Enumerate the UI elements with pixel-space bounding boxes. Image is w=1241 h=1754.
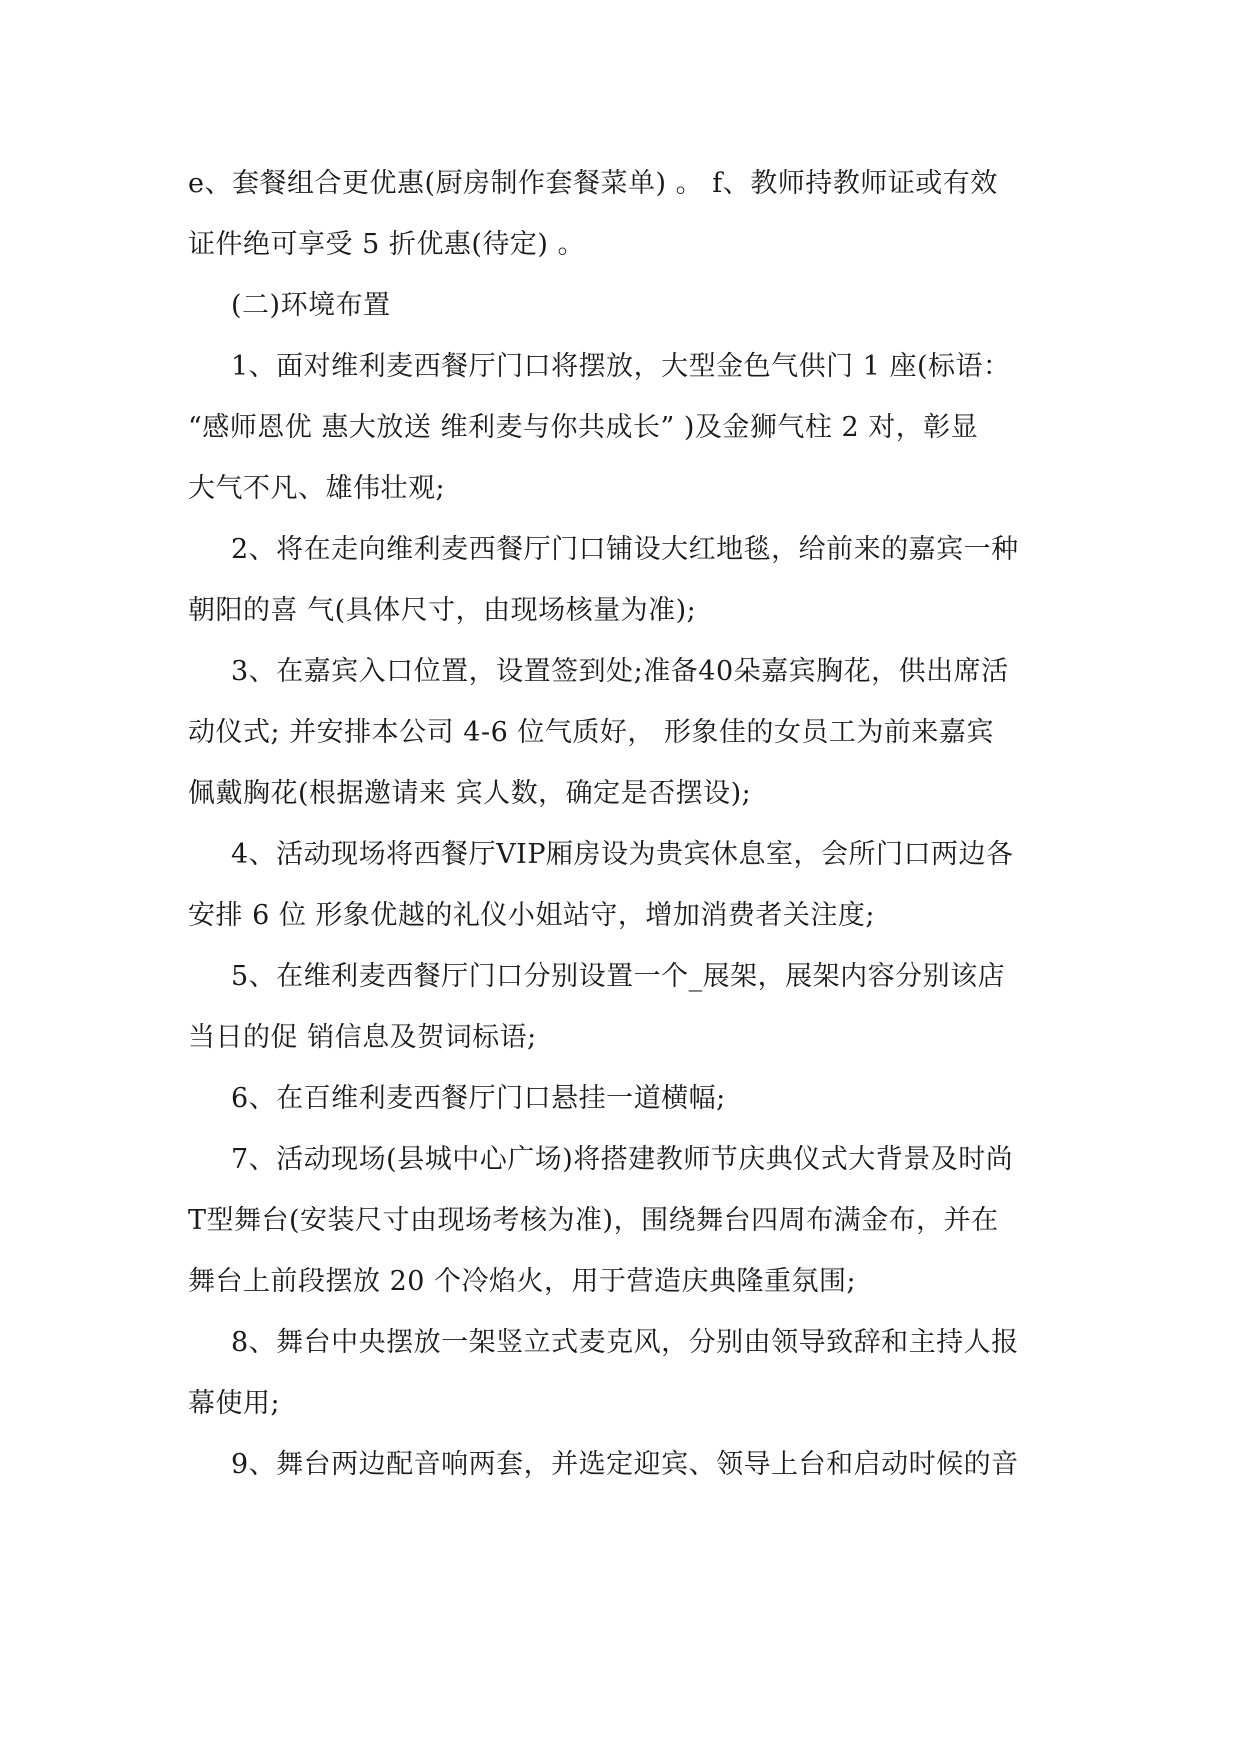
text-line: 动仪式; 并安排本公司 4-6 位气质好， 形象佳的女员工为前来嘉宾	[188, 717, 994, 748]
document-body	[188, 153, 1068, 1495]
text-line: 幕使用;	[188, 1388, 281, 1419]
text-line: 2、将在走向维利麦西餐厅门口铺设大红地毯，给前来的嘉宾一种	[231, 534, 1019, 565]
text-line: 安排 6 位 形象优越的礼仪小姐站守，增加消费者关注度;	[188, 900, 876, 931]
text-line: e、套餐组合更优惠(厨房制作套餐菜单) 。 f、教师持教师证或有效	[188, 168, 998, 199]
text-line: 5、在维利麦西餐厅门口分别设置一个_展架，展架内容分别该店	[231, 961, 1006, 992]
text-line: 6、在百维利麦西餐厅门口悬挂一道横幅;	[231, 1083, 726, 1114]
text-line: 舞台上前段摆放 20 个冷焰火，用于营造庆典隆重氛围;	[188, 1266, 857, 1297]
text-line: 证件绝可享受 5 折优惠(待定) 。	[188, 229, 585, 260]
text-line: “感师恩优 惠大放送 维利麦与你共成长” )及金狮气柱 2 对，彰显	[188, 412, 979, 443]
text-line: 4、活动现场将西餐厅VIP厢房设为贵宾休息室，会所门口两边各	[231, 839, 1014, 870]
text-line: 1、面对维利麦西餐厅门口将摆放，大型金色气供门 1 座(标语：	[231, 351, 1011, 382]
text-line: T型舞台(安装尺寸由现场考核为准)，围绕舞台四周布满金布，并在	[188, 1205, 999, 1236]
text-line: 7、活动现场(县城中心广场)将搭建教师节庆典仪式大背景及时尚	[231, 1144, 1014, 1175]
text-line: 3、在嘉宾入口位置，设置签到处;准备40朵嘉宾胸花，供出席活	[231, 656, 1009, 687]
text-line: 8、舞台中央摆放一架竖立式麦克风，分别由领导致辞和主持人报	[231, 1327, 1019, 1358]
text-line: 朝阳的喜 气(具体尺寸，由现场核量为准);	[188, 595, 697, 626]
text-line: 大气不凡、雄伟壮观;	[188, 473, 446, 504]
text-line: 9、舞台两边配音响两套，并选定迎宾、领导上台和启动时候的音	[231, 1449, 1019, 1480]
text-line: (二)环境布置	[231, 290, 391, 321]
text-line: 佩戴胸花(根据邀请来 宾人数，确定是否摆设);	[188, 778, 752, 809]
text-line: 当日的促 销信息及贺词标语;	[188, 1022, 537, 1053]
